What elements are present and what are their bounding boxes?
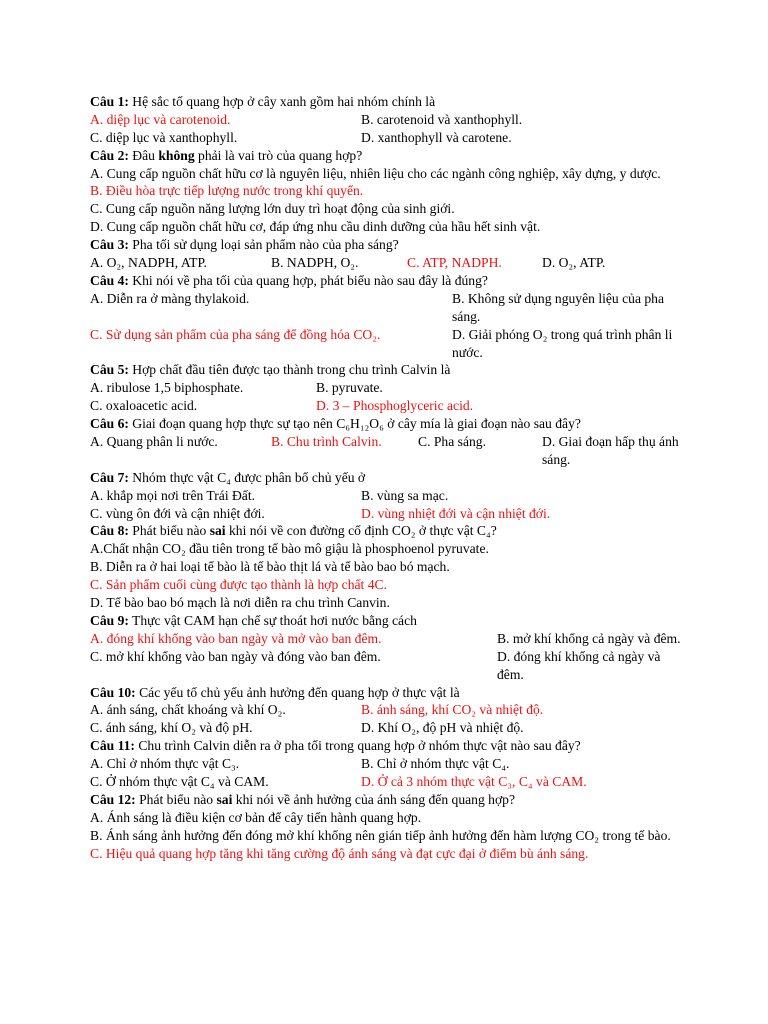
option-b: B. Diễn ra ở hai loại tế bào là tế bào thịt lá và tế bào bao bó mạch. [90,559,450,575]
option-b: B. vùng sa mạc. [361,487,449,503]
option-d: D. 3 – Phosphoglyceric acid. [316,398,474,414]
question-text: Phát biểu nào [135,791,217,807]
option-c: C. vùng ôn đới và cận nhiệt đới. [90,505,265,521]
question-label: Câu 7: [90,469,129,485]
option-b: B. Chu trình Calvin. [271,434,382,449]
option-d: D. Cung cấp nguồn chất hữu cơ, đáp ứng nhu cầu dinh dưỡng của hầu hết sinh vật. [90,219,541,235]
option-d: D. đóng khí khổng cả ngày và đêm. [497,648,661,682]
question-label: Câu 2: [90,147,129,163]
question-text: Giai đoạn quang hợp thực sự tạo nên C₆H₁₂O₆ ở cây mía là giai đoạn nào sau đây? [128,416,581,432]
question-text: Khi nói về pha tối của quang hợp, phát biểu nào sau đây là đúng? [128,272,488,288]
option-c: C. mở khí khổng vào ban ngày và đóng vào ban đêm. [90,648,381,664]
option-d: D. Tế bào bao bó mạch là nơi diễn ra chu trình Canvin. [90,595,390,611]
question-12 [90,791,685,809]
question-7 [90,469,685,487]
option-a: A. ánh sáng, chất khoáng và khí O₂. [90,702,286,718]
question-label: Câu 10: [90,684,136,700]
option-c: C. Hiệu quả quang hợp tăng khi tăng cường độ ánh sáng và đạt cực đại ở điểm bù ánh sáng. [90,845,589,861]
option-c: C. diệp lục và xanthophyll. [90,129,238,145]
question-label: Câu 9: [90,612,129,628]
option-a: A. O₂, NADPH, ATP. [90,255,207,271]
option-c: C. oxaloacetic acid. [90,398,198,414]
option-c: C. Sử dụng sản phẩm của pha sáng để đồng hóa CO₂. [90,326,381,342]
question-label: Câu 8: [90,523,129,539]
question-5 [90,361,685,379]
question-label: Câu 5: [90,362,129,378]
question-text: Phát biểu nào [128,523,210,539]
question-text-end: phải là vai trò của quang hợp? [194,147,363,163]
option-a: A. Cung cấp nguồn chất hữu cơ là nguyên liệu, nhiên liệu cho các ngành công nghiệp, xây dựng, y dược. [90,165,661,181]
question-11 [90,737,685,755]
question-2 [90,147,685,165]
option-d: D. Ở cả 3 nhóm thực vật C₃, C₄ và CAM. [361,774,587,789]
option-a: A. ribulose 1,5 biphosphate. [90,380,244,396]
question-10 [90,684,685,702]
option-c: C. Ở nhóm thực vật C₄ và CAM. [90,774,269,789]
question-label: Câu 12: [90,791,136,807]
option-c: C. Pha sáng. [418,434,486,449]
option-b: B. pyruvate. [316,380,383,396]
question-text: Thực vật CAM hạn chế sự thoát hơi nước bằng cách [128,612,417,628]
question-9 [90,612,685,630]
option-d: D. vùng nhiệt đới và cận nhiệt đới. [361,505,551,521]
question-text: Hợp chất đầu tiên được tạo thành trong chu trình Calvin là [128,362,451,378]
question-text: Các yếu tố chủ yếu ảnh hưởng đến quang hợp ở thực vật là [135,684,460,700]
option-b: B. NADPH, O₂. [271,255,359,271]
question-text-end: khi nói về ảnh hưởng của ánh sáng đến quang hợp? [232,791,515,807]
question-3 [90,236,685,254]
option-d: D. O₂, ATP. [542,255,606,271]
question-text: Hệ sắc tố quang hợp ở cây xanh gồm hai nhóm chính là [128,94,436,109]
option-a: A. Quang phân li nước. [90,434,218,449]
option-a: A.Chất nhận CO₂ đầu tiên trong tế bào mô giậu là phosphoenol pyruvate. [90,541,489,557]
option-a: A. diệp lục và carotenoid. [90,111,231,127]
quiz-document [90,93,685,862]
question-4 [90,272,685,290]
question-emphasis: sai [209,523,226,539]
question-label: Câu 4: [90,272,129,288]
option-d: D. xanthophyll và carotene. [361,129,512,145]
option-a: A. Ánh sáng là điều kiện cơ bản để cây tiến hành quang hợp. [90,809,422,825]
option-b: B. ánh sáng, khí CO₂ và nhiệt độ. [361,702,544,718]
question-1 [90,93,685,111]
option-b: B. Chỉ ở nhóm thực vật C₄. [361,756,510,772]
question-6 [90,415,685,433]
option-a: A. đóng khí khổng vào ban ngày và mở vào ban đêm. [90,630,382,646]
question-label: Câu 3: [90,237,129,253]
question-label: Câu 11: [90,738,135,754]
option-d: D. Giai đoạn hấp thụ ánh sáng. [542,434,679,467]
option-a: A. Chỉ ở nhóm thực vật C₃. [90,756,240,772]
question-label: Câu 6: [90,416,129,432]
option-b: B. Ánh sáng ảnh hưởng đến đóng mở khí khổng nên gián tiếp ảnh hưởng đến hàm lượng CO₂ trong tế bào. [90,827,671,843]
question-text: Pha tối sử dụng loại sản phẩm nào của pha sáng? [128,237,399,253]
question-8 [90,522,685,540]
option-c: C. ánh sáng, khí O₂ và độ pH. [90,720,253,736]
option-d: D. Khí O₂, độ pH và nhiệt độ. [361,720,524,736]
option-b: B. Không sử dụng nguyên liệu của pha sáng. [452,290,664,324]
option-a: A. Diễn ra ở màng thylakoid. [90,290,250,306]
question-emphasis: không [158,147,195,163]
question-label: Câu 1: [90,94,129,109]
option-c: C. ATP, NADPH. [407,255,502,271]
option-b: B. mở khí khổng cả ngày và đêm. [497,630,681,646]
option-d: D. Giải phóng O₂ trong quá trình phân li nước. [452,326,673,360]
question-text: Đâu [128,147,159,163]
question-text: Chu trình Calvin diễn ra ở pha tối trong quang hợp ở nhóm thực vật nào sau đây? [134,738,581,754]
question-text-end: khi nói về con đường cố định CO₂ ở thực vật C₄? [225,523,497,539]
option-a: A. khắp mọi nơi trên Trái Đất. [90,487,256,503]
option-b: B. Điều hòa trực tiếp lượng nước trong khí quyển. [90,183,364,199]
question-text: Nhóm thực vật C₄ được phân bố chủ yếu ở [128,469,366,485]
option-c: C. Cung cấp nguồn năng lượng lớn duy trì hoạt động của sinh giới. [90,201,455,217]
option-c: C. Sản phẩm cuối cùng được tạo thành là hợp chất 4C. [90,577,387,593]
option-b: B. carotenoid và xanthophyll. [361,111,523,127]
question-emphasis: sai [216,791,233,807]
